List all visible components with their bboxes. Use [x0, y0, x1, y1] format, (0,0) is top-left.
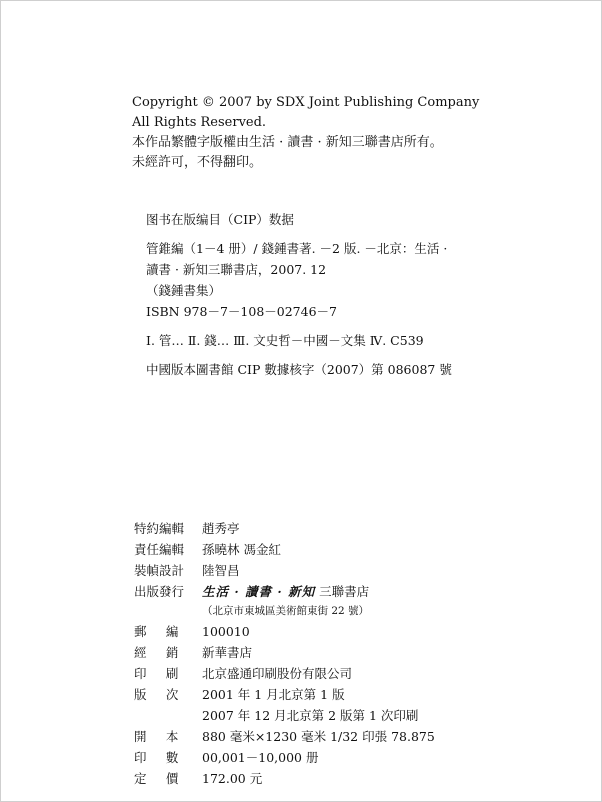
credit-row-responsible-editors [134, 539, 574, 560]
copyright-line-1: Copyright © 2007 by SDX Joint Publishing Company [132, 95, 480, 110]
credit-label [134, 602, 202, 621]
copyright-line-2: All Rights Reserved. [132, 115, 267, 130]
credit-row-publisher [134, 581, 574, 602]
credit-label: 經銷 [134, 645, 198, 660]
credit-row-edition [134, 684, 574, 705]
credit-label: 定價 [134, 771, 198, 786]
cip-isbn: ISBN 978－7－108－02746－7 [146, 304, 337, 319]
cip-entry-line-2: 讀書 · 新知三聯書店，2007. 12 [146, 262, 327, 277]
credit-row-format [134, 726, 574, 747]
credits-block [134, 518, 574, 789]
copyright-line-4: 未經許可，不得翻印。 [132, 155, 263, 170]
copyright-line-3: 本作品繁體字版權由生活 · 讀書 · 新知三聯書店所有。 [132, 135, 443, 150]
credit-value [202, 581, 574, 602]
credit-row-print-run [134, 747, 574, 768]
credit-label [134, 705, 202, 726]
publisher-logo-text: 生活 · 讀書 · 新知 [202, 584, 316, 599]
credit-label: 印數 [134, 750, 198, 765]
credit-label: 印刷 [134, 666, 198, 681]
copyright-block [132, 93, 479, 173]
credit-value: 880 毫米×1230 毫米 1/32 印張 78.875 [202, 729, 435, 744]
credit-value: 172.00 元 [202, 771, 263, 786]
credit-row-price [134, 768, 574, 789]
credit-value: 新華書店 [202, 645, 253, 660]
credit-label: 出版發行 [134, 584, 185, 599]
publisher-name: 三聯書店 [319, 584, 370, 599]
credit-row-address [134, 602, 574, 621]
credit-label: 責任編輯 [134, 542, 185, 557]
credit-row-printer [134, 663, 574, 684]
credit-value: 趙秀亭 [202, 521, 240, 536]
credit-value: 陸智昌 [202, 563, 240, 578]
credit-label: 郵編 [134, 624, 198, 639]
credit-value: 2007 年 12 月北京第 2 版第 1 次印刷 [202, 708, 419, 723]
credit-label: 版次 [134, 687, 198, 702]
credit-row-postcode [134, 621, 574, 642]
cip-series: （錢鍾書集） [146, 283, 222, 298]
cip-record-number: 中國版本圖書館 CIP 數據核字（2007）第 086087 號 [146, 362, 452, 377]
cip-classification: Ⅰ. 管… Ⅱ. 錢… Ⅲ. 文史哲－中國－文集 Ⅳ. C539 [146, 333, 424, 348]
credit-row-distributor [134, 642, 574, 663]
credit-value: 100010 [202, 624, 250, 639]
credit-label: 特約編輯 [134, 521, 185, 536]
cip-block [146, 209, 586, 380]
publisher-address: （北京市東城區美術館東街 22 號） [202, 605, 370, 617]
credit-value: 2001 年 1 月北京第 1 版 [202, 687, 345, 702]
cip-heading: 图书在版编目（CIP）数据 [146, 212, 294, 227]
credit-label: 裝幀設計 [134, 563, 185, 578]
credit-row-design [134, 560, 574, 581]
credit-value: 00,001－10,000 册 [202, 750, 319, 765]
credit-row-special-editor [134, 518, 574, 539]
credit-label: 開本 [134, 729, 198, 744]
credit-value: 孫曉林 馮金紅 [202, 542, 281, 557]
credit-row-printing [134, 705, 574, 726]
cip-entry-line-1: 管錐編（1－4 册）/ 錢鍾書著. －2 版. －北京：生活 · [146, 241, 448, 256]
credit-value: 北京盛通印刷股份有限公司 [202, 666, 353, 681]
